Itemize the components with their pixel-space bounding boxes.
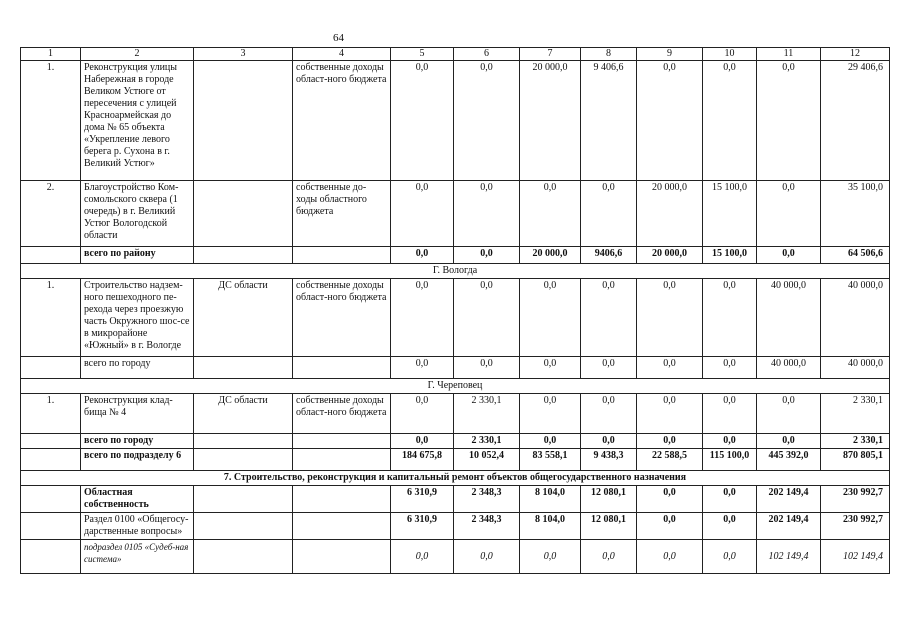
empty-cell [21, 434, 81, 449]
value-cell: 0,0 [454, 279, 520, 357]
value-cell: 0,0 [703, 486, 757, 513]
value-cell: 202 149,4 [757, 486, 821, 513]
value-cell: 9 406,6 [581, 61, 637, 181]
value-cell: 12 080,1 [581, 513, 637, 540]
value-cell: 0,0 [581, 181, 637, 247]
funding-source: собственные до-ходы областного бюджета [293, 181, 391, 247]
table-row [21, 279, 890, 357]
empty-cell [194, 513, 293, 540]
empty-cell [293, 357, 391, 379]
value-cell: 0,0 [703, 513, 757, 540]
value-cell: 0,0 [757, 434, 821, 449]
value-cell: 0,0 [703, 394, 757, 434]
value-cell: 102 149,4 [757, 540, 821, 574]
object-name: Реконструкция улицы Набережная в городе Великом Устюге от пересечения с улицей Красноармейская до дома № 65 объекта «Укрепление левого берега р. Сухона в г. Великий Устюг» [81, 61, 194, 181]
executor [194, 61, 293, 181]
value-cell: 0,0 [391, 394, 454, 434]
value-cell: 20 000,0 [637, 181, 703, 247]
value-cell: 0,0 [454, 181, 520, 247]
column-number: 1 [21, 48, 81, 61]
value-cell: 64 506,6 [821, 247, 890, 264]
value-cell: 40 000,0 [821, 357, 890, 379]
value-cell: 2 330,1 [821, 434, 890, 449]
value-cell: 0,0 [520, 279, 581, 357]
empty-cell [194, 486, 293, 513]
value-cell: 0,0 [581, 357, 637, 379]
funding-source: собственные доходы област-ного бюджета [293, 279, 391, 357]
value-cell: 0,0 [703, 434, 757, 449]
value-cell: 0,0 [637, 434, 703, 449]
total-row [21, 434, 890, 449]
value-cell: 8 104,0 [520, 513, 581, 540]
empty-cell [293, 434, 391, 449]
value-cell: 102 149,4 [821, 540, 890, 574]
value-cell: 0,0 [703, 357, 757, 379]
value-cell: 2 348,3 [454, 486, 520, 513]
value-cell: 0,0 [391, 279, 454, 357]
value-cell: 20 000,0 [520, 247, 581, 264]
empty-cell [21, 247, 81, 264]
budget-table [20, 47, 890, 574]
row-number: 1. [21, 394, 81, 434]
value-cell: 6 310,9 [391, 486, 454, 513]
column-number: 2 [81, 48, 194, 61]
empty-cell [21, 449, 81, 471]
table-row [21, 540, 890, 574]
value-cell: 0,0 [391, 540, 454, 574]
value-cell: 0,0 [637, 357, 703, 379]
value-cell: 22 588,5 [637, 449, 703, 471]
value-cell: 0,0 [637, 279, 703, 357]
group-header-row [21, 471, 890, 486]
object-name: Строительство надзем-ного пешеходного пе-рехода через проезжую часть Окружного шос-се в микрорайоне «Южный» в г. Вологде [81, 279, 194, 357]
value-cell: 0,0 [454, 357, 520, 379]
value-cell: 8 104,0 [520, 486, 581, 513]
value-cell: 2 330,1 [821, 394, 890, 434]
total-label: всего по городу [81, 434, 194, 449]
table-row [21, 513, 890, 540]
group-header-row [21, 379, 890, 394]
empty-cell [293, 540, 391, 574]
value-cell: 0,0 [520, 394, 581, 434]
page-number: 64 [333, 32, 344, 44]
empty-cell [194, 449, 293, 471]
empty-cell [194, 434, 293, 449]
total-row [21, 247, 890, 264]
table-row [21, 486, 890, 513]
empty-cell [21, 513, 81, 540]
value-cell: 35 100,0 [821, 181, 890, 247]
object-name: Благоустройство Ком-сомольского сквера (1 очередь) в г. Великий Устюг Вологодской области [81, 181, 194, 247]
empty-cell [293, 513, 391, 540]
object-name: Реконструкция клад-бища № 4 [81, 394, 194, 434]
empty-cell [194, 247, 293, 264]
value-cell: 0,0 [520, 357, 581, 379]
value-cell: 0,0 [391, 357, 454, 379]
executor: ДС области [194, 394, 293, 434]
value-cell: 40 000,0 [821, 279, 890, 357]
value-cell: 12 080,1 [581, 486, 637, 513]
row-number: 1. [21, 61, 81, 181]
row-number: 2. [21, 181, 81, 247]
value-cell: 15 100,0 [703, 247, 757, 264]
column-number: 11 [757, 48, 821, 61]
total-row [21, 449, 890, 471]
value-cell: 0,0 [391, 181, 454, 247]
value-cell: 0,0 [637, 540, 703, 574]
value-cell: 0,0 [703, 540, 757, 574]
city-header: Г. Череповец [21, 379, 890, 394]
value-cell: 2 330,1 [454, 434, 520, 449]
value-cell: 0,0 [757, 247, 821, 264]
column-number: 4 [293, 48, 391, 61]
value-cell: 0,0 [637, 61, 703, 181]
empty-cell [293, 486, 391, 513]
value-cell: 0,0 [757, 181, 821, 247]
value-cell: 0,0 [454, 247, 520, 264]
value-cell: 29 406,6 [821, 61, 890, 181]
total-label: всего по городу [81, 357, 194, 379]
column-number: 6 [454, 48, 520, 61]
value-cell: 0,0 [757, 61, 821, 181]
empty-cell [194, 357, 293, 379]
empty-cell [293, 247, 391, 264]
column-number: 10 [703, 48, 757, 61]
empty-cell [194, 540, 293, 574]
value-cell: 0,0 [581, 540, 637, 574]
value-cell: 83 558,1 [520, 449, 581, 471]
value-cell: 0,0 [520, 434, 581, 449]
value-cell: 40 000,0 [757, 357, 821, 379]
value-cell: 0,0 [703, 279, 757, 357]
value-cell: 9406,6 [581, 247, 637, 264]
value-cell: 0,0 [581, 279, 637, 357]
value-cell: 20 000,0 [637, 247, 703, 264]
empty-cell [21, 540, 81, 574]
value-cell: 0,0 [520, 540, 581, 574]
value-cell: 20 000,0 [520, 61, 581, 181]
value-cell: 10 052,4 [454, 449, 520, 471]
value-cell: 202 149,4 [757, 513, 821, 540]
value-cell: 15 100,0 [703, 181, 757, 247]
value-cell: 0,0 [637, 486, 703, 513]
total-label: всего по району [81, 247, 194, 264]
city-header: Г. Вологда [21, 264, 890, 279]
executor [194, 181, 293, 247]
row-number: 1. [21, 279, 81, 357]
executor: ДС области [194, 279, 293, 357]
value-cell: 0,0 [581, 394, 637, 434]
column-number: 3 [194, 48, 293, 61]
column-number: 8 [581, 48, 637, 61]
column-number: 9 [637, 48, 703, 61]
section-title: 7. Строительство, реконструкция и капитальный ремонт объектов общегосударственного назначения [21, 471, 890, 486]
section-row-label: Областная собственность [81, 486, 194, 513]
total-label: всего по подразделу 6 [81, 449, 194, 471]
group-header-row [21, 264, 890, 279]
section-row-label: Раздел 0100 «Общегосу-дарственные вопросы» [81, 513, 194, 540]
value-cell: 0,0 [391, 434, 454, 449]
value-cell: 445 392,0 [757, 449, 821, 471]
empty-cell [21, 357, 81, 379]
value-cell: 2 330,1 [454, 394, 520, 434]
column-number-row [21, 48, 890, 61]
value-cell: 0,0 [581, 434, 637, 449]
value-cell: 230 992,7 [821, 513, 890, 540]
value-cell: 0,0 [520, 181, 581, 247]
table-row [21, 394, 890, 434]
value-cell: 0,0 [391, 61, 454, 181]
empty-cell [21, 486, 81, 513]
value-cell: 0,0 [637, 394, 703, 434]
value-cell: 9 438,3 [581, 449, 637, 471]
table-row [21, 61, 890, 181]
empty-cell [293, 449, 391, 471]
value-cell: 0,0 [391, 247, 454, 264]
funding-source: собственные доходы област-ного бюджета [293, 61, 391, 181]
value-cell: 0,0 [757, 394, 821, 434]
value-cell: 0,0 [454, 61, 520, 181]
value-cell: 6 310,9 [391, 513, 454, 540]
value-cell: 230 992,7 [821, 486, 890, 513]
value-cell: 184 675,8 [391, 449, 454, 471]
value-cell: 870 805,1 [821, 449, 890, 471]
value-cell: 2 348,3 [454, 513, 520, 540]
column-number: 7 [520, 48, 581, 61]
column-number: 5 [391, 48, 454, 61]
value-cell: 0,0 [703, 61, 757, 181]
total-row [21, 357, 890, 379]
table-row [21, 181, 890, 247]
section-row-label: подраздел 0105 «Судеб-ная система» [81, 540, 194, 574]
value-cell: 40 000,0 [757, 279, 821, 357]
value-cell: 0,0 [637, 513, 703, 540]
value-cell: 0,0 [454, 540, 520, 574]
value-cell: 115 100,0 [703, 449, 757, 471]
column-number: 12 [821, 48, 890, 61]
funding-source: собственные доходы област-ного бюджета [293, 394, 391, 434]
